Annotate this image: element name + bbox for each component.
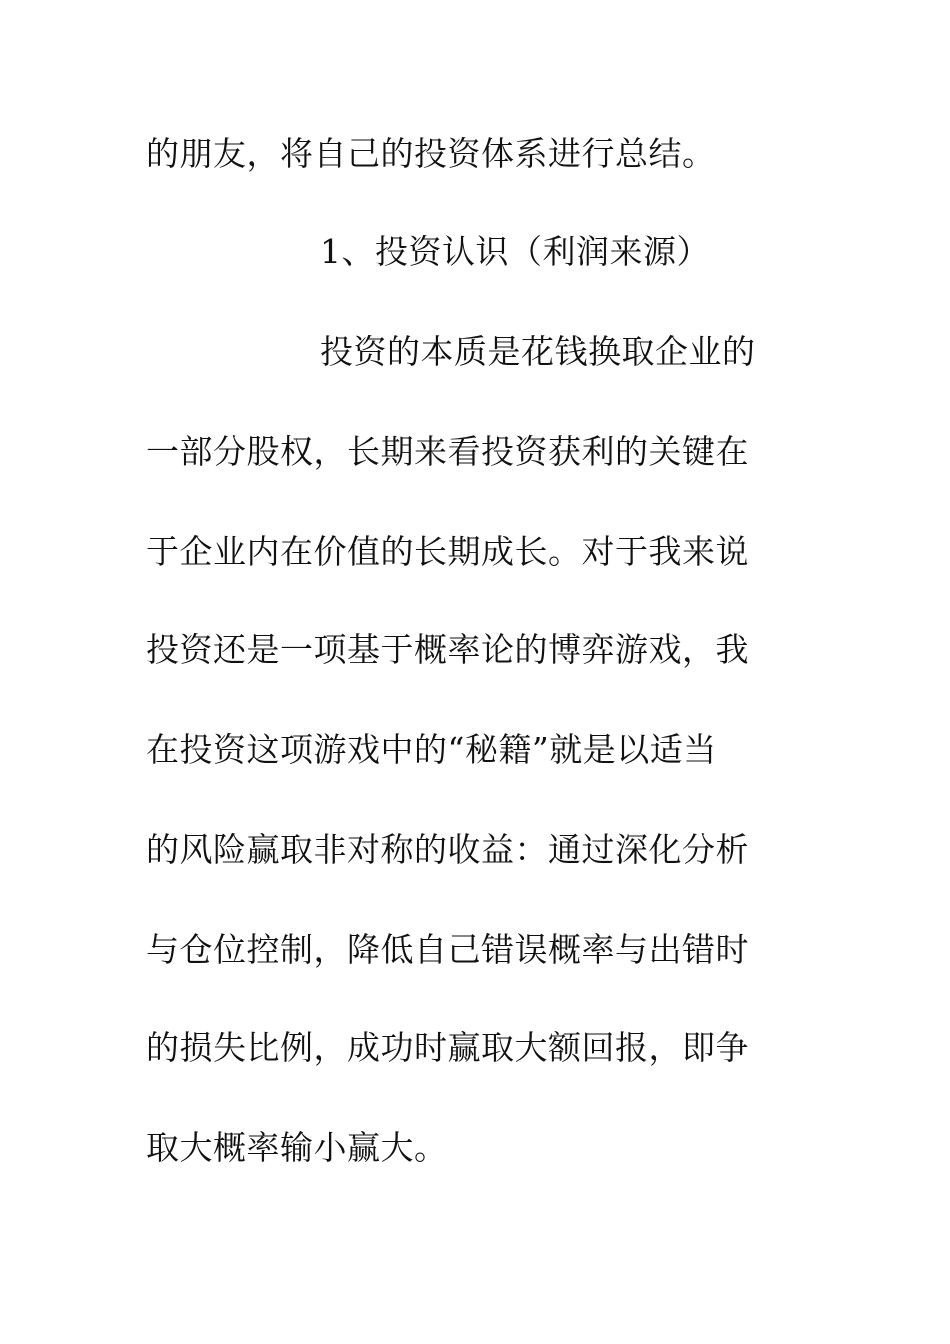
paragraph-line: 的风险赢取非对称的收益：通过深化分析 — [146, 830, 749, 869]
paragraph-line: 一部分股权，长期来看投资获利的关键在 — [146, 432, 749, 471]
paragraph-line: 在投资这项游戏中的“秘籍”就是以适当 — [146, 730, 717, 769]
paragraph-line: 的损失比例，成功时赢取大额回报，即争 — [146, 1028, 749, 1067]
paragraph-line: 的朋友，将自己的投资体系进行总结。 — [146, 134, 716, 173]
section-heading: 1、投资认识（利润来源） — [320, 232, 710, 271]
paragraph-line: 投资还是一项基于概率论的博弈游戏，我 — [146, 630, 749, 669]
paragraph-line: 于企业内在价值的长期成长。对于我来说 — [146, 532, 749, 571]
paragraph-line: 取大概率输小赢大。 — [146, 1128, 448, 1167]
paragraph-line: 与仓位控制，降低自己错误概率与出错时 — [146, 930, 749, 969]
paragraph-line: 投资的本质是花钱换取企业的 — [320, 332, 756, 371]
